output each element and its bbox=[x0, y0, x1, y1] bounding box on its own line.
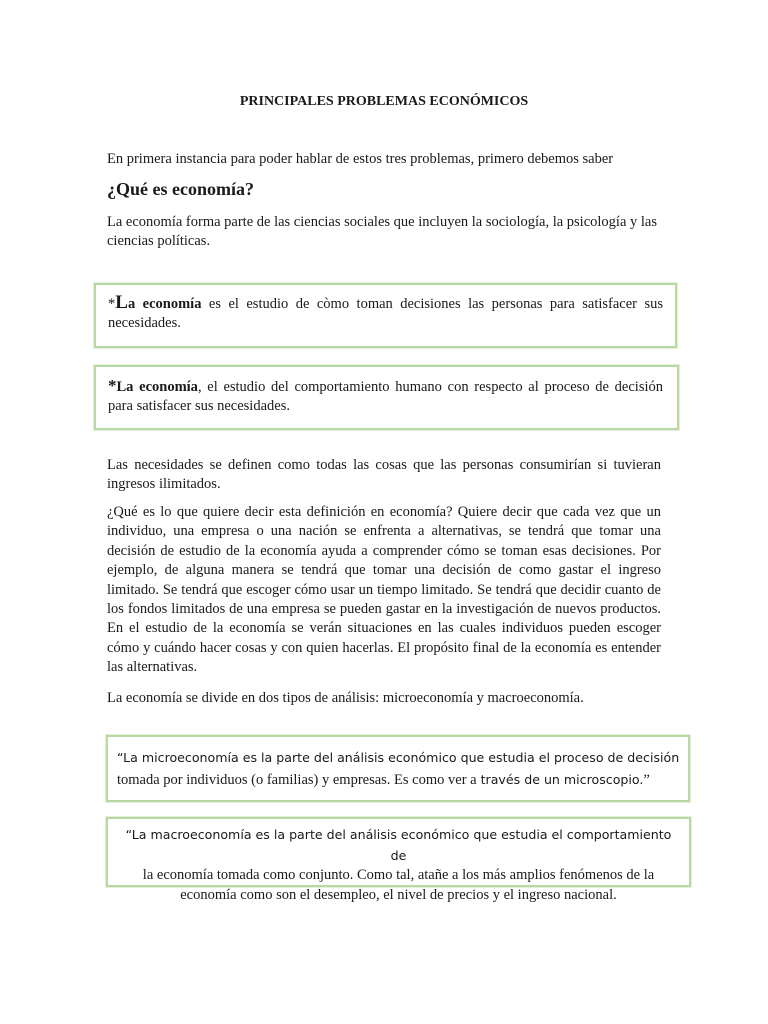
box1-text: es el estudio de còmo toman decisiones las personas para satisfacer sus necesidades. bbox=[108, 296, 664, 331]
macro-quote-box bbox=[106, 817, 691, 903]
document-title: PRINCIPALES PROBLEMAS ECONÓMICOS bbox=[239, 94, 529, 109]
definition-box-1-text bbox=[108, 293, 663, 333]
question-heading: ¿Qué es economía? bbox=[107, 179, 254, 199]
definition-box-2-text bbox=[108, 376, 663, 416]
needs-paragraph: Las necesidades se definen como todas las cosas que las personas consumirían si tuvieran ingresos ilimitados. bbox=[107, 457, 661, 492]
micro-quote-end: ” bbox=[643, 772, 650, 788]
macro-quote-text bbox=[116, 825, 681, 905]
definition-paragraph: La economía forma parte de las ciencias sociales que incluyen la sociología, la psicología y las ciencias políticas. bbox=[107, 214, 657, 249]
definition-box-2 bbox=[94, 365, 679, 430]
box2-bold-term: La economía bbox=[116, 379, 198, 395]
box1-bold-term: a economía bbox=[127, 296, 202, 312]
micro-quote-part3: través de un microscopio. bbox=[476, 772, 644, 787]
definition-box-1 bbox=[94, 283, 677, 348]
star-mark: * bbox=[108, 296, 116, 312]
intro-paragraph: En primera instancia para poder hablar de estos tres problemas, primero debemos saber bbox=[107, 151, 614, 167]
macro-quote-part1: “La macroeconomía es la parte del análisis económico que estudia el comportamiento de bbox=[125, 827, 672, 863]
micro-quote-part2: tomada por individuos (o familias) y empresas. Es como ver a bbox=[117, 772, 477, 788]
macro-quote-part2: la economía tomada como conjunto. Como tal, atañe a los más amplios fenómenos de la economía como son el desempleo, el nivel de precios y el ingreso nacional. bbox=[142, 867, 655, 903]
star-mark-2: * bbox=[108, 376, 117, 395]
box2-text: , el estudio del comportamiento humano con respecto al proceso de decisión para satisfacer sus necesidades. bbox=[108, 379, 663, 414]
division-paragraph: La economía se divide en dos tipos de análisis: microeconomía y macroeconomía. bbox=[107, 690, 584, 706]
micro-quote-text bbox=[117, 747, 683, 791]
explanation-paragraph: ¿Qué es lo que quiere decir esta definición en economía? Quiere decir que cada vez que un individuo, una empresa o una nación se enfrenta a alternativas, se tendrá que tomar una decisión de estudio de la economía ayuda a comprender cómo se toman esas decisiones. Por ejemplo, de alguna manera se tendrá que tomar una decisión de como gastar el ingreso limitado. Se tendrá que escoger cómo usar un tiempo limitado. Se tendrá que decidir cuanto de los fondos limitados de una empresa se pueden gastar en la investigación de nuevos productos. En el estudio de la economía se verán situaciones en las cuales individuos pueden escoger cómo y cuándo hacer cosas y con quien hacerlas. El propósito final de la economía es entender las alternativas. bbox=[107, 504, 661, 676]
micro-quote-part1: “La microeconomía es la parte del análisis económico que estudia el proceso de decisión bbox=[117, 750, 680, 765]
big-initial: L bbox=[115, 292, 128, 313]
micro-quote-box bbox=[106, 735, 690, 802]
